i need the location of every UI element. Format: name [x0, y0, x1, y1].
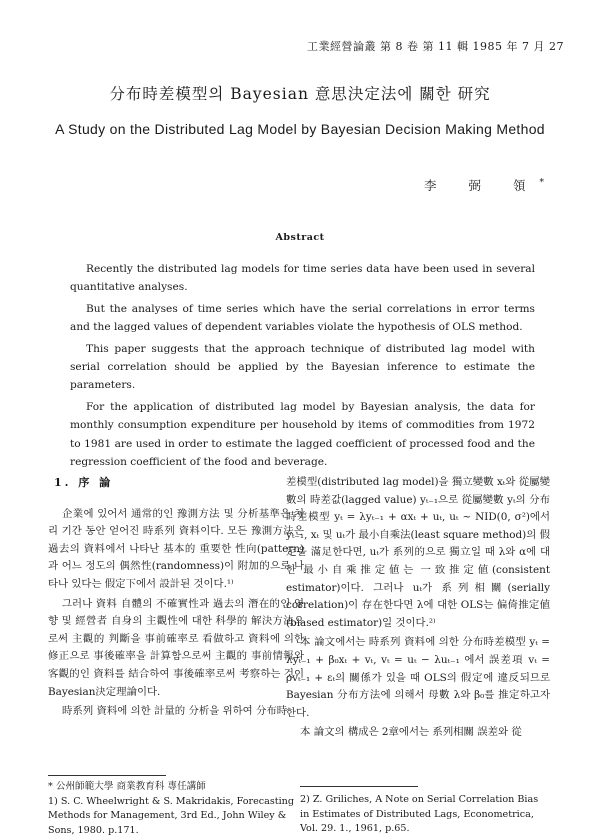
- abstract-paragraph: For the application of distributed lag model by Bayesian analysis, the data for monthly consumption expenditure per household by items of commodities from 1972 to 1981 are used in order to estimate the lagged coefficient of processed food and the regression coefficient of the food and beverage.: [70, 400, 535, 469]
- author: [424, 176, 544, 194]
- footnote-affiliation: * 公州師範大學 商業教育科 專任講師: [48, 781, 206, 792]
- author-footnote-mark: *: [539, 177, 544, 188]
- footnote-2: 2) Z. Griliches, A Note on Serial Correlation Bias in Estimates of Distributed Lags, Econometrica, Vol. 29. 1., 1961, p.65.: [300, 794, 539, 834]
- abstract-paragraph: Recently the distributed lag models for time series data have been used in several quantitative analyses.: [70, 263, 535, 294]
- body-paragraph: 그러나 資料 自體의 不確實性과 過去의 潛在的인 영향 및 經營者 自身의 主觀性에 대한 科學的 解決方法으로써 主觀的 判斷을 事前確率로 看做하고 資料에 의한 修正으로 事後確率을 計算함으로써 主觀的 事前情報와 客觀的인 資料를 結合하여 事後確率로써 考察하는 것이 Bayesian決定理論이다.: [48, 597, 304, 698]
- body-paragraph: 本 論文에서는 時系列 資料에 의한 分布時差模型 yₜ = λyₜ₋₁ + β₀xₜ + vₜ, vₜ = uₜ − λuₜ₋₁ 에서 誤差項 vₜ = ρvₜ₋₁ + εₜ의 關係가 있을 때 OLS의 假定에 違反되므로 Bayesian 分布方法에 의해서 母數 λ와 β₀를 推定하고자 한다.: [286, 636, 550, 719]
- abstract: [70, 260, 535, 474]
- body-paragraph: 差模型(distributed lag model)을 獨立變數 xₜ와 從屬變數의 時差값(lagged value) yₜ₋₁으로 從屬變數 yₜ의 分布時差模型 yₜ = λyₜ₋₁ + αxₜ + uₜ, uₜ ~ NID(0, σ²)에서 yₜ₋₁, xₜ 및 uₜ가 最小自乘法(least square method)의 假定을 滿足한다면, uₜ가 系列的으로 獨立일 때 λ와 α에 대한 最小自乘推定値는 一致推定値(consistent estimator)이다. 그러나 uₜ가 系列相關(serially correlation)이 存在한다면 λ에 대한 OLS는 偏倚推定値(biased estimator)일 것이다.²⁾: [286, 476, 550, 629]
- body-paragraph: 時系列 資料에 의한 計量的 分析을 위하여 分布時: [62, 705, 288, 718]
- body-column-right: [286, 474, 550, 744]
- footnote-rule-right: [300, 786, 418, 787]
- footnotes-right: [300, 793, 550, 837]
- abstract-heading: Abstract: [275, 232, 325, 243]
- section-heading: 1. 序 論: [54, 476, 114, 489]
- english-title: A Study on the Distributed Lag Model by Bayesian Decision Making Method: [55, 121, 545, 137]
- body-paragraph: 企業에 있어서 通常的인 豫測方法 및 分析基準은 처리 기간 동안 얻어진 時系列 資料이다. 모든 豫測方法은 過去의 資料에서 나타난 基本的 重要한 性向(pattern)과 어느 정도의 偶然性(randomness)이 附加的으로 나타나 있다는 假定下에서 設計된 것이다.¹⁾: [48, 507, 304, 590]
- body-paragraph: 本 論文의 構成은 2章에서는 系列相關 誤差와 從: [300, 726, 522, 739]
- footnotes-left: [48, 780, 304, 838]
- footnote-rule-left: [48, 775, 166, 776]
- author-name: 李 弼 領: [424, 178, 540, 193]
- abstract-paragraph: But the analyses of time series which have the serial correlations in error terms and the lagged values of dependent variables violate the hypothesis of OLS method.: [70, 302, 535, 334]
- body-column-left: [48, 474, 304, 723]
- korean-title: 分布時差模型의 Bayesian 意思決定法에 關한 研究: [109, 85, 491, 103]
- abstract-paragraph: This paper suggests that the approach technique of distributed lag model with serial correlation should be applied by the Bayesian inference to estimate the parameters.: [70, 342, 535, 392]
- running-head: 工業經營論叢 第 8 卷 第 11 輯 1985 年 7 月 27: [307, 40, 564, 53]
- footnote-1: 1) S. C. Wheelwright & S. Makridakis, Forecasting Methods for Management, 3rd Ed., John Wiley & Sons, 1980. p.171.: [48, 795, 295, 836]
